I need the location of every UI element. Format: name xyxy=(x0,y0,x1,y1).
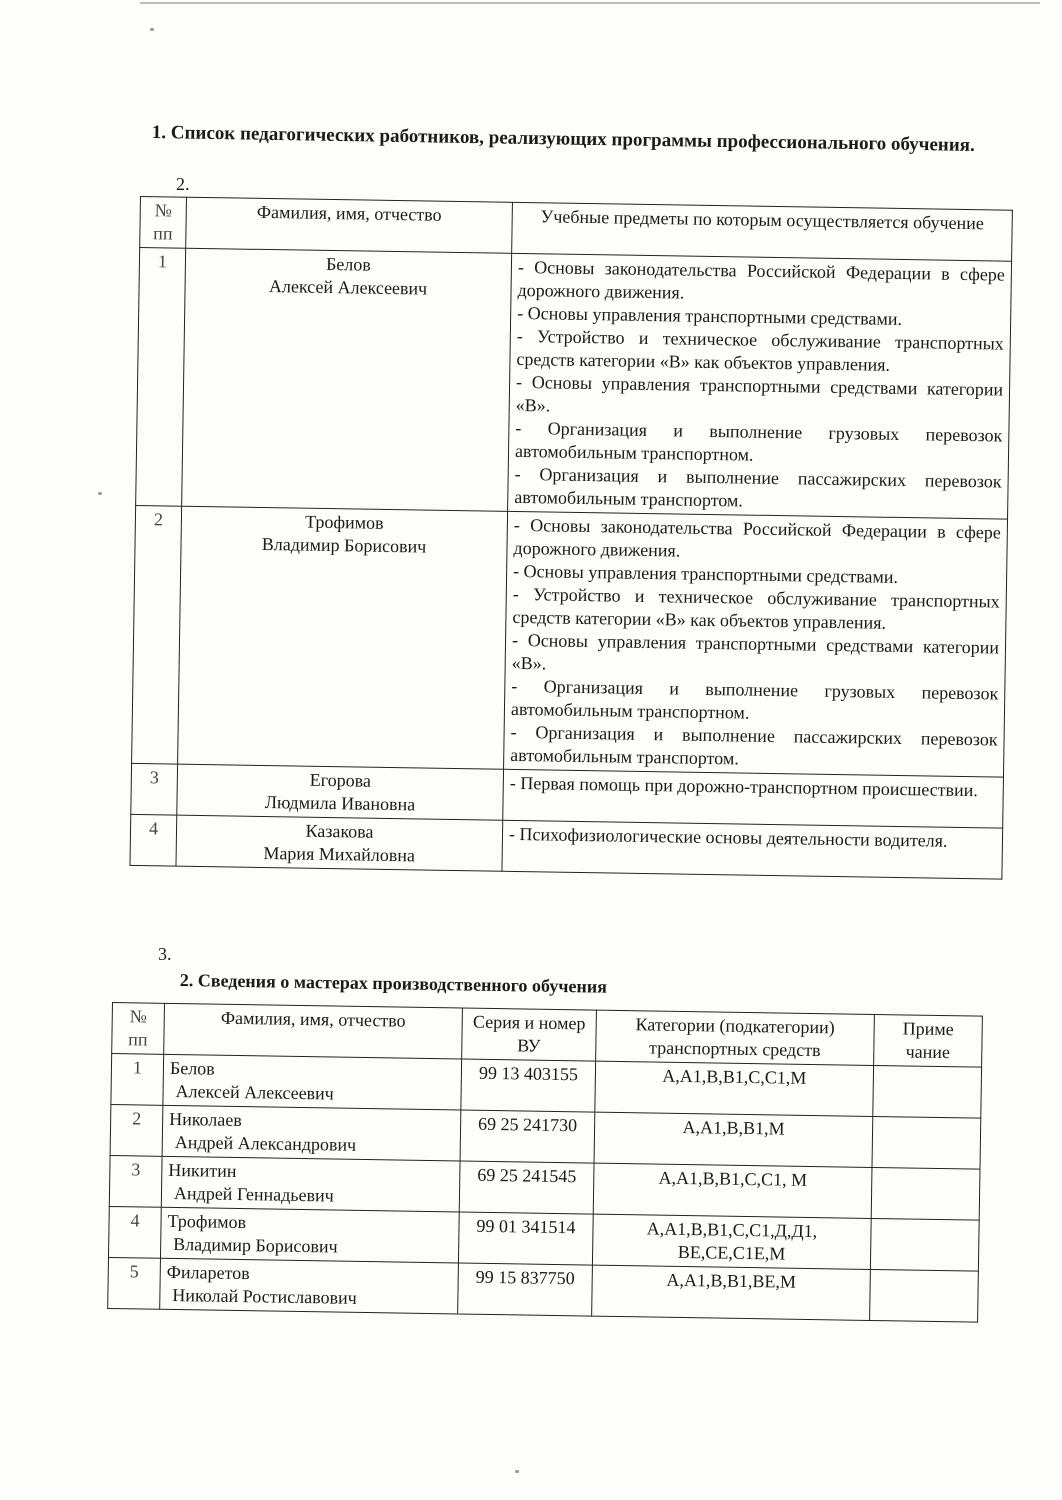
scan-edge-line xyxy=(140,2,1040,4)
header-num: № пп xyxy=(112,1003,165,1055)
license-number: 99 15 837750 xyxy=(458,1263,593,1316)
subject-item: - Организация и выполнение грузовых перевозок автомобильным транспортном. xyxy=(514,417,1003,465)
scan-speck xyxy=(98,492,102,495)
subjects-cell xyxy=(508,253,1012,519)
subject-item: - Организация и выполнение пассажирских перевозок автомобильным транспортом. xyxy=(514,463,1002,511)
master-name xyxy=(163,1054,462,1110)
license-number: 69 25 241730 xyxy=(460,1110,595,1163)
subject-item: - Психофизиологические основы деятельности водителя. xyxy=(508,823,948,851)
vehicle-categories: А,А1,В,В1,С,С1, М xyxy=(593,1163,872,1218)
note-cell xyxy=(870,1269,979,1322)
subject-item: - Основы управления транспортными средствами. xyxy=(513,560,899,587)
vehicle-categories: А,А1,В,В1,М xyxy=(594,1112,873,1167)
license-number: 69 25 241545 xyxy=(459,1161,594,1214)
note-cell xyxy=(873,1065,982,1118)
subject-item: - Устройство и техническое обслуживание транспортных средств категории «В» как объектов управления. xyxy=(516,325,1004,375)
master-name xyxy=(160,1258,459,1314)
given-names: Людмила Ивановна xyxy=(264,792,416,815)
subjects-cell xyxy=(502,820,1003,879)
subject-item: - Первая помощь при дорожно-транспортном происшествии. xyxy=(509,772,979,801)
surname: Казакова xyxy=(305,820,374,842)
master-name xyxy=(162,1105,461,1161)
subject-item: - Организация и выполнение пассажирских перевозок автомобильным транспортом. xyxy=(510,721,998,769)
header-note: Приме чание xyxy=(874,1014,983,1067)
master-name xyxy=(161,1156,460,1212)
note-cell xyxy=(870,1218,979,1271)
subjects-cell xyxy=(503,769,1004,828)
given-names: Николай Ростиславович xyxy=(172,1284,357,1308)
subject-item: - Основы управления транспортными средствами категории «В». xyxy=(515,371,1004,416)
row-num: 1 xyxy=(111,1054,164,1106)
surname: Егорова xyxy=(309,769,372,791)
surname: Николаев xyxy=(169,1108,243,1131)
vehicle-categories: А,А1,В,В1,ВЕ,М xyxy=(592,1265,871,1320)
subject-item: - Основы законодательства Российской Федерации в сфере дорожного движения. xyxy=(517,256,1006,303)
master-name xyxy=(160,1207,459,1263)
masters-heading: 2. Сведения о мастерах производственного обучения xyxy=(179,970,608,997)
surname: Никитин xyxy=(168,1159,237,1181)
given-names: Владимир Борисович xyxy=(173,1233,338,1257)
given-names: Алексей Алексеевич xyxy=(268,276,428,299)
given-names: Андрей Александрович xyxy=(174,1132,357,1155)
teachers-list-heading: 1. Список педагогических работников, реализующих программы профессионального обучения. xyxy=(151,122,975,156)
given-names: Мария Михайловна xyxy=(263,843,416,866)
row-num: 3 xyxy=(109,1155,162,1207)
given-names: Владимир Борисович xyxy=(261,533,427,557)
row-num: 4 xyxy=(130,814,177,866)
row-num: 2 xyxy=(132,505,182,764)
table-row xyxy=(136,248,1012,520)
subject-item: - Организация и выполнение грузовых перевозок автомобильным транспортном. xyxy=(510,675,999,723)
teachers-table xyxy=(129,196,1012,880)
given-names: Андрей Геннадьевич xyxy=(173,1182,334,1206)
note-cell xyxy=(871,1167,980,1220)
scan-speck xyxy=(150,28,154,31)
scan-speck xyxy=(515,1470,519,1473)
surname: Филаретов xyxy=(166,1261,250,1284)
vehicle-categories: А,А1,В,В1,С,С1,Д,Д1, ВЕ,СЕ,С1Е,М xyxy=(592,1214,871,1269)
masters-table xyxy=(107,1002,983,1323)
teacher-name xyxy=(177,764,504,820)
row-num: 4 xyxy=(108,1206,161,1258)
header-name: Фамилия, имя, отчество xyxy=(186,197,513,253)
teacher-name xyxy=(178,506,508,769)
subject-item: - Основы управления транспортными средствами. xyxy=(517,302,903,329)
row-num: 5 xyxy=(108,1257,161,1309)
teacher-name xyxy=(176,815,503,871)
header-num: № пп xyxy=(140,197,187,249)
subject-item: - Основы законодательства Российской Федерации в сфере дорожного движения. xyxy=(513,514,1001,561)
row-num: 2 xyxy=(110,1104,163,1156)
table-row xyxy=(132,505,1008,777)
row-num: 3 xyxy=(131,763,178,815)
surname: Белов xyxy=(325,253,372,275)
given-names: Алексей Алексеевич xyxy=(175,1081,334,1104)
subject-item: - Основы управления транспортными средствами категории «В». xyxy=(511,629,1000,674)
surname: Трофимов xyxy=(304,511,384,533)
subject-item: - Устройство и техническое обслуживание транспортных средств категории «В» как объектов управления. xyxy=(512,583,1000,633)
license-number: 99 01 341514 xyxy=(458,1212,593,1265)
vehicle-categories: А,А1,В,В1,С,С1,М xyxy=(595,1061,874,1116)
surname: Трофимов xyxy=(167,1210,247,1233)
teachers-table-body xyxy=(130,248,1012,880)
masters-table-body xyxy=(108,1054,982,1323)
surname: Белов xyxy=(169,1057,215,1079)
header-name: Фамилия, имя, отчество xyxy=(164,1003,463,1059)
header-license: Серия и номер ВУ xyxy=(462,1008,597,1061)
license-number: 99 13 403155 xyxy=(461,1059,596,1112)
teacher-name xyxy=(182,248,512,511)
header-categories: Категории (подкатегории) транспортных средств xyxy=(596,1010,875,1065)
list-marker-2: 2. xyxy=(176,174,190,194)
row-num: 1 xyxy=(136,248,186,507)
list-marker-3: 3. xyxy=(158,944,172,964)
subjects-cell xyxy=(504,511,1008,777)
note-cell xyxy=(872,1116,981,1169)
header-subjects: Учебные предметы по которым осуществляется обучение xyxy=(512,202,1013,261)
